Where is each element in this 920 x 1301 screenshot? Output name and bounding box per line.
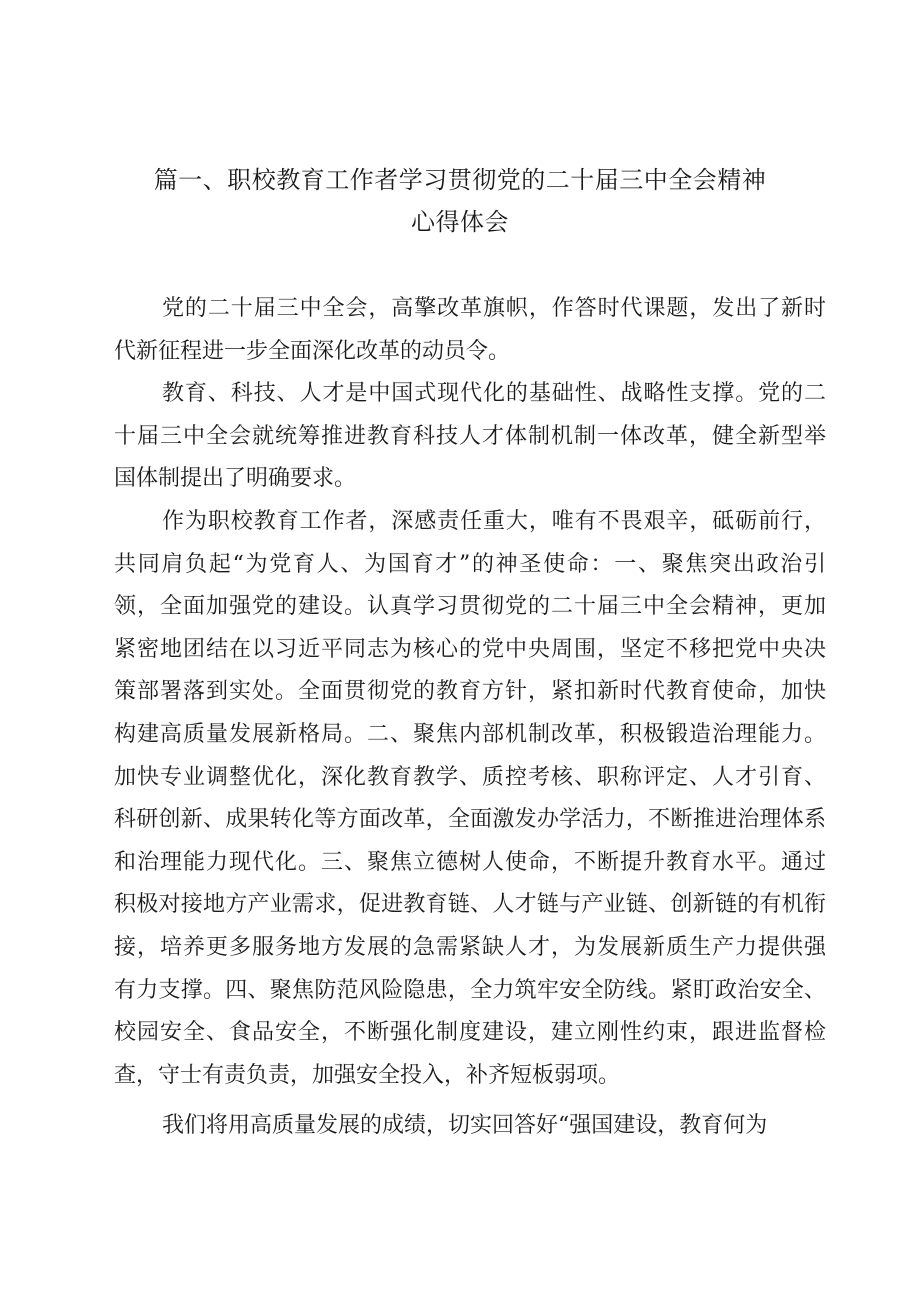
paragraph-line: 十届三中全会就统筹推进教育科技人才体制机制一体改革，健全新型举 — [114, 423, 826, 449]
paragraph-line: 我们将用高质量发展的成绩，切实回答好“强国建设，教育何为 — [162, 1113, 768, 1139]
paragraph-line: 校园安全、食品安全，不断强化制度建设，建立刚性约束，跟进监督检 — [114, 1020, 826, 1046]
paragraph-line: 和治理能力现代化。三、聚焦立德树人使命，不断提升教育水平。通过 — [114, 849, 826, 875]
paragraph-line: 查，守士有责负责，加强安全投入，补齐短板弱项。 — [114, 1062, 621, 1088]
paragraph-line: 策部署落到实处。全面贯彻党的教育方针，紧扣新时代教育使命，加快 — [114, 679, 826, 705]
paragraph-line: 有力支撑。四、聚焦防范风险隐患，全力筑牢安全防线。紧盯政治安全、 — [114, 977, 826, 1003]
document-title-line-2: 心得体会 — [411, 208, 509, 236]
paragraph-line: 加快专业调整优化，深化教育教学、质控考核、职称评定、人才引育、 — [114, 764, 826, 790]
paragraph-line: 科研创新、成果转化等方面改革，全面激发办学活力，不断推进治理体系 — [114, 807, 826, 833]
document-body — [114, 288, 826, 1148]
paragraph-line: 领，全面加强党的建设。认真学习贯彻党的二十届三中全会精神，更加 — [114, 594, 826, 620]
paragraph-line: 接，培养更多服务地方发展的急需紧缺人才，为发展新质生产力提供强 — [114, 934, 826, 960]
paragraph-1 — [114, 288, 826, 373]
paragraph-line: 积极对接地方产业需求，促进教育链、人才链与产业链、创新链的有机衔 — [114, 892, 826, 918]
paragraph-line: 教育、科技、人才是中国式现代化的基础性、战略性支撑。党的二 — [162, 381, 826, 407]
document-title-line-1: 篇一、职校教育工作者学习贯彻党的二十届三中全会精神 — [153, 166, 767, 194]
paragraph-line: 代新征程进一步全面深化改革的动员令。 — [114, 338, 511, 364]
paragraph-4 — [114, 1105, 826, 1148]
paragraph-line: 紧密地团结在以习近平同志为核心的党中央周围，坚定不移把党中央决 — [114, 636, 826, 662]
paragraph-line: 党的二十届三中全会，高擎改革旗帜，作答时代课题，发出了新时 — [162, 296, 826, 321]
paragraph-gap — [114, 1097, 826, 1105]
paragraph-line: 国体制提出了明确要求。 — [114, 466, 357, 492]
paragraph-3 — [114, 501, 826, 1097]
paragraph-line: 作为职校教育工作者，深感责任重大，唯有不畏艰辛，砥砺前行， — [162, 508, 826, 534]
paragraph-line: 共同肩负起“为党育人、为国育才”的神圣使命：一、聚焦突出政治引 — [114, 551, 826, 577]
paragraph-line: 构建高质量发展新格局。二、聚焦内部机制改革，积极锻造治理能力。 — [114, 721, 826, 747]
paragraph-2 — [114, 373, 826, 501]
